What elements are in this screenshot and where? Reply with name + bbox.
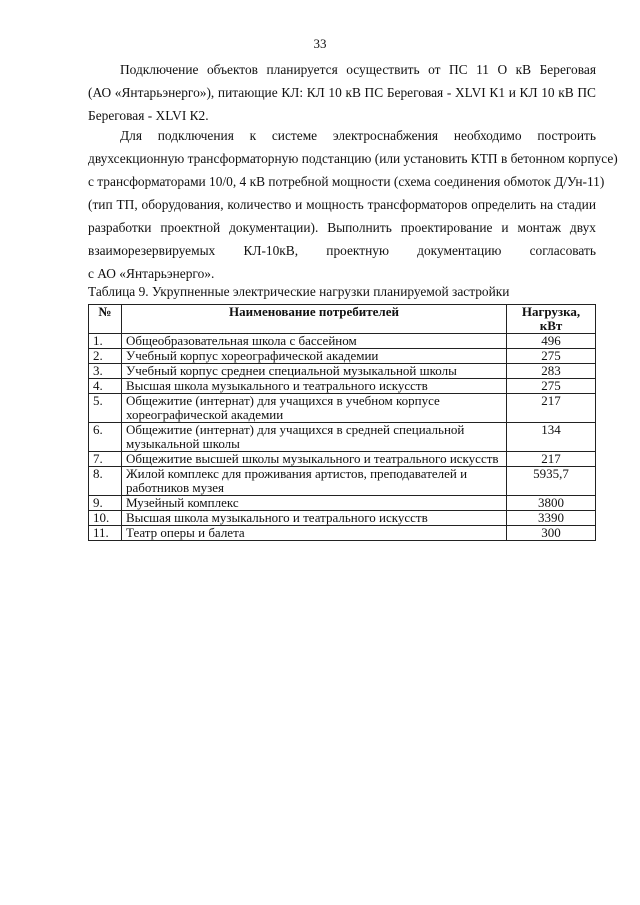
row-consumer-name: Театр оперы и балета: [122, 526, 507, 541]
paragraph-connection: [88, 58, 596, 127]
paragraph-line: Подключение объектов планируется осуществить от ПС 11 О кВ Береговая: [120, 62, 596, 77]
row-load: 3390: [507, 511, 596, 526]
paragraph-line: взаиморезервируемых КЛ-10кВ, проектную документацию согласовать: [88, 243, 596, 258]
header-consumer-name: Наименование потребителей: [122, 305, 507, 334]
row-consumer-name: Высшая школа музыкального и театрального искусств: [122, 511, 507, 526]
row-consumer-name: Общеобразовательная школа с бассейном: [122, 334, 507, 349]
table-row: [89, 349, 596, 364]
row-consumer-name: Учебный корпус среднеи специальной музыкальной школы: [122, 364, 507, 379]
row-number: 2.: [89, 349, 122, 364]
table-row: [89, 452, 596, 467]
table-row: [89, 364, 596, 379]
table-row: [89, 496, 596, 511]
row-load: 275: [507, 349, 596, 364]
row-load: 300: [507, 526, 596, 541]
header-number: №: [89, 305, 122, 334]
table-header-row: [89, 305, 596, 334]
paragraph-substation: [88, 124, 618, 285]
table-row: [89, 334, 596, 349]
paragraph-line: (АО «Янтарьэнерго»), питающие КЛ: КЛ 10 кВ ПС Береговая - XLVI К1 и КЛ 10 кВ ПС: [88, 85, 596, 100]
paragraph-line: с трансформаторами 10/0, 4 кВ потребной мощности (схема соединения обмоток Д/Ун-11): [88, 174, 605, 189]
row-load: 496: [507, 334, 596, 349]
row-load: 3800: [507, 496, 596, 511]
row-consumer-name: Общежитие (интернат) для учащихся в средней специальной музыкальной школы: [122, 423, 507, 452]
paragraph-line: Для подключения к системе электроснабжения необходимо построить: [120, 128, 596, 143]
paragraph-line: с АО «Янтарьэнерго».: [88, 266, 215, 281]
row-consumer-name: Музейный комплекс: [122, 496, 507, 511]
row-number: 8.: [89, 467, 122, 496]
row-consumer-name: Высшая школа музыкального и театрального искусств: [122, 379, 507, 394]
row-number: 4.: [89, 379, 122, 394]
row-number: 3.: [89, 364, 122, 379]
paragraph-line: разработки проектной документации). Выполнить проектирование и монтаж двух: [88, 220, 596, 235]
row-load: 217: [507, 452, 596, 467]
paragraph-line: Береговая - XLVI К2.: [88, 108, 209, 123]
row-consumer-name: Жилой комплекс для проживания артистов, преподавателей и работников музея: [122, 467, 507, 496]
row-number: 7.: [89, 452, 122, 467]
table-row: [89, 423, 596, 452]
row-number: 6.: [89, 423, 122, 452]
row-number: 10.: [89, 511, 122, 526]
paragraph-line: двухсекционную трансформаторную подстанцию (или установить КТП в бетонном корпусе): [88, 151, 618, 166]
table-row: [89, 467, 596, 496]
row-number: 1.: [89, 334, 122, 349]
row-load: 5935,7: [507, 467, 596, 496]
table-row: [89, 394, 596, 423]
header-load: Нагрузка, кВт: [507, 305, 596, 334]
row-load: 134: [507, 423, 596, 452]
row-consumer-name: Общежитие высшей школы музыкального и театрального искусств: [122, 452, 507, 467]
row-number: 9.: [89, 496, 122, 511]
row-load: 217: [507, 394, 596, 423]
row-consumer-name: Учебный корпус хореографической академии: [122, 349, 507, 364]
row-consumer-name: Общежитие (интернат) для учащихся в учебном корпусе хореографической академии: [122, 394, 507, 423]
row-number: 5.: [89, 394, 122, 423]
electrical-loads-table: [88, 304, 596, 541]
row-load: 283: [507, 364, 596, 379]
table-row: [89, 526, 596, 541]
row-load: 275: [507, 379, 596, 394]
table-row: [89, 511, 596, 526]
table-caption: Таблица 9. Укрупненные электрические нагрузки планируемой застройки: [88, 284, 510, 299]
page-number: 33: [313, 36, 327, 51]
row-number: 11.: [89, 526, 122, 541]
paragraph-line: (тип ТП, оборудования, количество и мощность трансформаторов определить на стадии: [88, 197, 596, 212]
table-row: [89, 379, 596, 394]
